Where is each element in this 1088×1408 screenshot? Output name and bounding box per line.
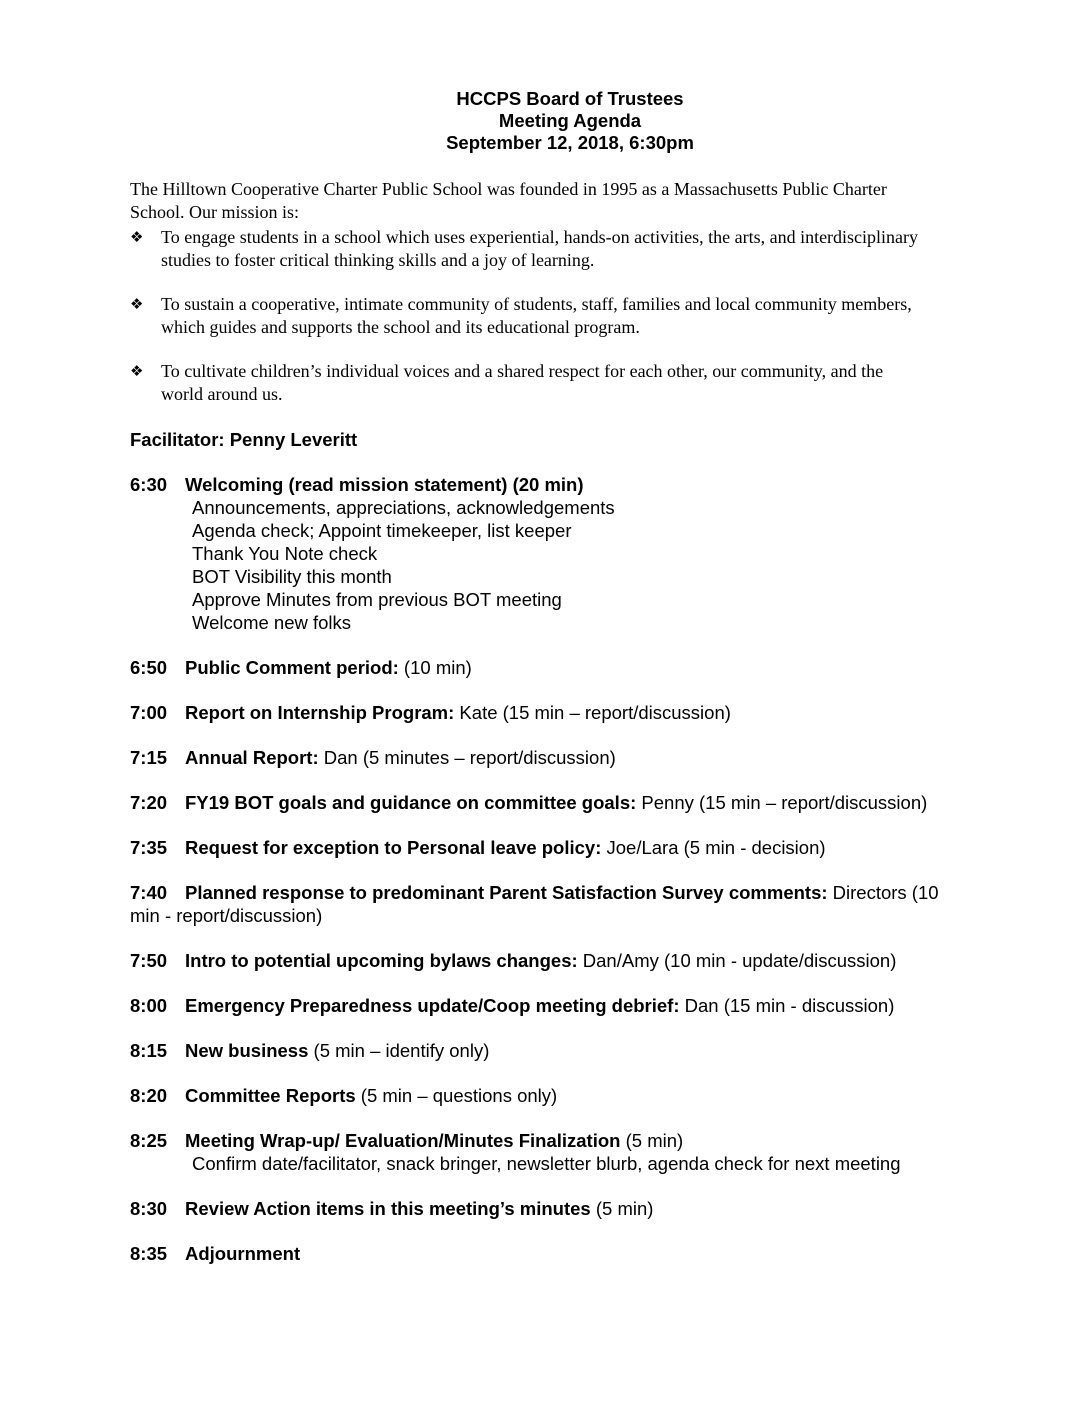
intro-line: The Hilltown Cooperative Charter Public School was founded in 1995 as a Massachusetts Public Charter	[130, 179, 887, 199]
agenda-subitem: BOT Visibility this month	[192, 566, 392, 587]
agenda-title: Meeting Wrap-up/ Evaluation/Minutes Finalization	[185, 1130, 621, 1151]
document-header	[130, 88, 1010, 154]
mission-bullet	[130, 360, 1018, 406]
agenda-time: 8:20	[130, 1085, 168, 1106]
agenda-subitem: Confirm date/facilitator, snack bringer, newsletter blurb, agenda check for next meeting	[192, 1153, 901, 1174]
agenda-line	[130, 791, 1018, 814]
bullet-line: world around us.	[161, 384, 283, 404]
agenda-subitem: Approve Minutes from previous BOT meeting	[192, 589, 562, 610]
document-datetime: September 12, 2018, 6:30pm	[446, 132, 694, 153]
mission-bullet-text	[161, 360, 883, 406]
agenda-line	[130, 746, 1018, 769]
agenda-title: New business	[185, 1040, 309, 1061]
diamond-bullet-icon: ❖	[130, 295, 144, 313]
agenda-line	[130, 949, 1018, 972]
agenda-subitem: Thank You Note check	[192, 543, 378, 564]
agenda-line	[130, 836, 1018, 859]
intro-line: School. Our mission is:	[130, 202, 300, 222]
agenda-item	[130, 656, 1018, 679]
agenda-title: Welcoming (read mission statement) (20 min)	[185, 474, 584, 495]
agenda-line	[130, 701, 1018, 724]
intro-paragraph	[130, 178, 1018, 224]
agenda-time: 8:35	[130, 1243, 168, 1264]
agenda-item	[130, 701, 1018, 724]
agenda-title: Annual Report:	[185, 747, 319, 768]
agenda-detail: Dan/Amy (10 min - update/discussion)	[577, 950, 897, 971]
bullet-line: studies to foster critical thinking skills and a joy of learning.	[161, 250, 595, 270]
agenda-detail: (5 min)	[620, 1130, 684, 1151]
agenda-subitems	[192, 496, 1018, 634]
agenda-detail: Dan (15 min - discussion)	[679, 995, 895, 1016]
agenda-time: 7:00	[130, 702, 168, 723]
agenda-detail: (5 min – questions only)	[355, 1085, 558, 1106]
agenda-subitem: Agenda check; Appoint timekeeper, list keeper	[192, 520, 572, 541]
bullet-line: To sustain a cooperative, intimate community of students, staff, families and local community members,	[161, 294, 912, 314]
agenda-title: Adjournment	[185, 1243, 301, 1264]
agenda-item	[130, 1197, 1018, 1220]
agenda-time: 7:35	[130, 837, 168, 858]
agenda-line	[130, 473, 1018, 496]
bullet-line: which guides and supports the school and its educational program.	[161, 317, 640, 337]
agenda-line	[130, 1129, 1018, 1152]
agenda-item	[130, 1084, 1018, 1107]
diamond-bullet-icon: ❖	[130, 362, 144, 380]
agenda-title: Public Comment period:	[185, 657, 399, 678]
agenda-title: Request for exception to Personal leave policy:	[185, 837, 602, 858]
agenda-time: 7:20	[130, 792, 168, 813]
mission-bullet	[130, 293, 1018, 339]
agenda-time: 7:40	[130, 882, 168, 903]
agenda-subitem: Welcome new folks	[192, 612, 352, 633]
agenda-item	[130, 1129, 1018, 1175]
agenda-line	[130, 994, 1018, 1017]
agenda-title: Committee Reports	[185, 1085, 356, 1106]
mission-bullet-text	[161, 226, 918, 272]
agenda-line	[130, 1242, 1018, 1265]
agenda-subitem: Announcements, appreciations, acknowledgements	[192, 497, 615, 518]
bullet-line: To cultivate children’s individual voices and a shared respect for each other, our community, and the	[161, 361, 884, 381]
bullet-line: To engage students in a school which uses experiential, hands-on activities, the arts, and interdisciplinary	[161, 227, 919, 247]
agenda-line	[130, 881, 1018, 904]
agenda-subitems	[192, 1152, 1018, 1175]
agenda-title: FY19 BOT goals and guidance on committee goals:	[185, 792, 637, 813]
agenda-item	[130, 791, 1018, 814]
diamond-bullet-icon: ❖	[130, 228, 144, 246]
document-subtitle: Meeting Agenda	[498, 110, 642, 131]
agenda-item	[130, 1242, 1018, 1265]
agenda-time: 7:15	[130, 747, 168, 768]
mission-bullet-text	[161, 293, 912, 339]
document-title: HCCPS Board of Trustees	[456, 88, 684, 109]
agenda-line	[130, 1197, 1018, 1220]
agenda-detail: Joe/Lara (5 min - decision)	[601, 837, 826, 858]
agenda-detail: (10 min)	[398, 657, 472, 678]
agenda-time: 7:50	[130, 950, 168, 971]
agenda-detail: Directors (10	[827, 882, 939, 903]
agenda-time: 8:25	[130, 1130, 168, 1151]
agenda-detail: Kate (15 min – report/discussion)	[454, 702, 731, 723]
agenda-item	[130, 836, 1018, 859]
mission-bullet-list	[130, 226, 1018, 406]
agenda-title: Review Action items in this meeting’s minutes	[185, 1198, 591, 1219]
agenda-time: 8:30	[130, 1198, 168, 1219]
agenda-line	[130, 656, 1018, 679]
agenda-detail: Dan (5 minutes – report/discussion)	[318, 747, 616, 768]
agenda-item	[130, 994, 1018, 1017]
agenda-detail-continuation: min - report/discussion)	[130, 905, 323, 926]
mission-bullet	[130, 226, 1018, 272]
agenda-title: Report on Internship Program:	[185, 702, 455, 723]
agenda-title: Intro to potential upcoming bylaws changes:	[185, 950, 578, 971]
agenda-item	[130, 949, 1018, 972]
agenda-title: Emergency Preparedness update/Coop meeting debrief:	[185, 995, 680, 1016]
agenda-time: 8:15	[130, 1040, 168, 1061]
agenda-line	[130, 1084, 1018, 1107]
agenda-detail: Penny (15 min – report/discussion)	[636, 792, 928, 813]
agenda-item	[130, 1039, 1018, 1062]
agenda-time: 6:30	[130, 474, 168, 495]
agenda-item	[130, 881, 1018, 927]
agenda-list	[130, 473, 1018, 1265]
agenda-item	[130, 746, 1018, 769]
agenda-detail: (5 min)	[590, 1198, 654, 1219]
agenda-time: 8:00	[130, 995, 168, 1016]
agenda-title: Planned response to predominant Parent Satisfaction Survey comments:	[185, 882, 828, 903]
agenda-line	[130, 1039, 1018, 1062]
facilitator-line: Facilitator: Penny Leveritt	[130, 429, 358, 450]
agenda-detail: (5 min – identify only)	[308, 1040, 490, 1061]
agenda-time: 6:50	[130, 657, 168, 678]
agenda-item	[130, 473, 1018, 634]
